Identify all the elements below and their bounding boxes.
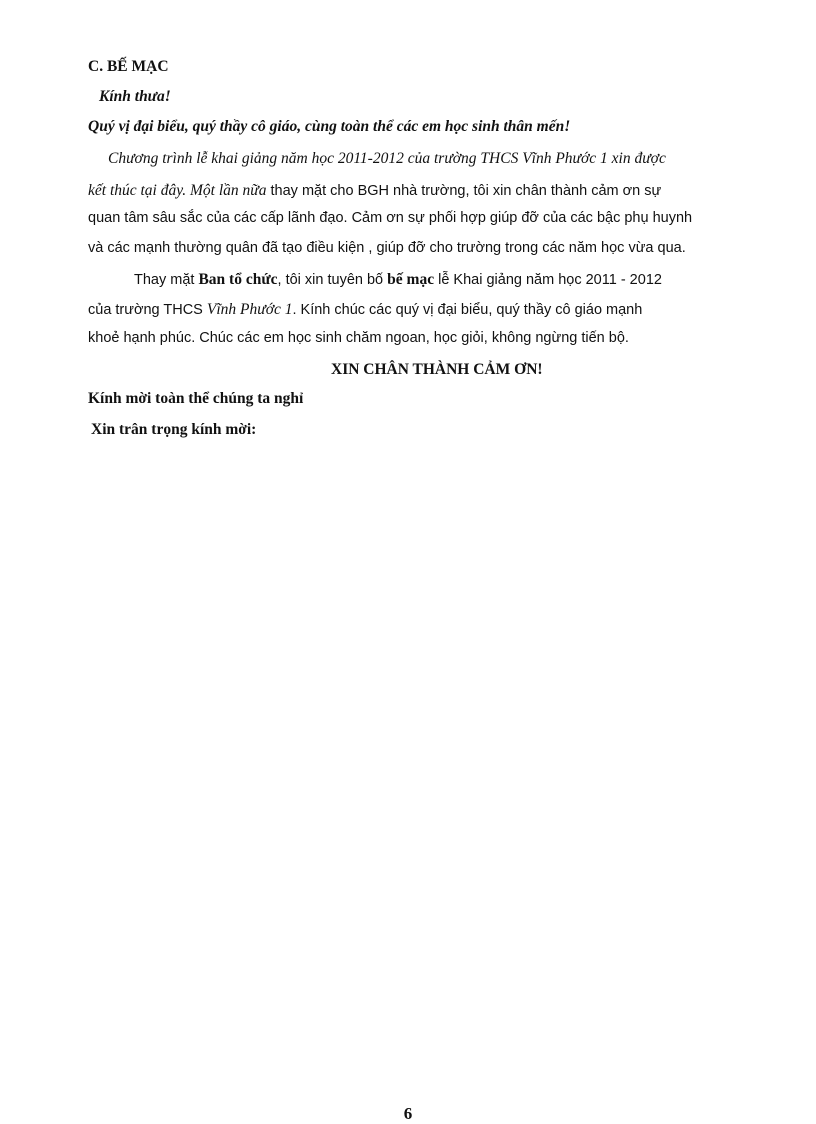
invite-line-2: Xin trân trọng kính mời:	[91, 421, 257, 438]
paragraph2-line1	[134, 271, 662, 289]
paragraph2-line2-c: . Kính chúc các quý vị đại biểu, quý thầy cô giáo mạnh	[292, 302, 643, 318]
paragraph1-line4: và các mạnh thường quân đã tạo điều kiện , giúp đỡ cho trường trong các năm học vừa qua.	[88, 240, 686, 256]
page-number: 6	[403, 1104, 413, 1123]
greeting: Kính thưa!	[99, 88, 171, 105]
paragraph1-line3: quan tâm sâu sắc của các cấp lãnh đạo. Cảm ơn sự phối hợp giúp đỡ của các bậc phụ huynh	[88, 210, 693, 226]
section-heading: C. BẾ MẠC	[88, 58, 169, 75]
paragraph1-line1: Chương trình lễ khai giảng năm học 2011-2012 của trường THCS Vĩnh Phước 1 xin được	[108, 150, 666, 167]
paragraph2-line1-e: lễ Khai giảng năm học 2011 - 2012	[434, 272, 662, 288]
paragraph2-line1-d: bế mạc	[387, 271, 435, 288]
paragraph2-line2-b: Vĩnh Phước 1	[206, 301, 293, 318]
paragraph2-line1-b: Ban tổ chức	[198, 271, 278, 288]
invite-line-1: Kính mời toàn thể chúng ta nghỉ	[88, 390, 304, 407]
audience-line: Quý vị đại biểu, quý thầy cô giáo, cùng toàn thể các em học sinh thân mến!	[88, 118, 571, 135]
paragraph1-line2-italic: kết thúc tại đây. Một lần nữa	[88, 182, 267, 199]
paragraph2-line2	[88, 301, 642, 319]
paragraph2-line1-a: Thay mặt	[134, 272, 199, 288]
paragraph2-line2-a: của trường THCS	[88, 302, 207, 318]
paragraph2-line1-c: , tôi xin tuyên bố	[277, 272, 388, 288]
paragraph2-line3: khoẻ hạnh phúc. Chúc các em học sinh chăm ngoan, học giỏi, không ngừng tiến bộ.	[88, 330, 629, 346]
thanks-heading: XIN CHÂN THÀNH CẢM ƠN!	[331, 361, 543, 378]
paragraph1-line2	[88, 182, 661, 200]
paragraph1-line2-normal: thay mặt cho BGH nhà trường, tôi xin chân thành cảm ơn sự	[266, 183, 662, 199]
